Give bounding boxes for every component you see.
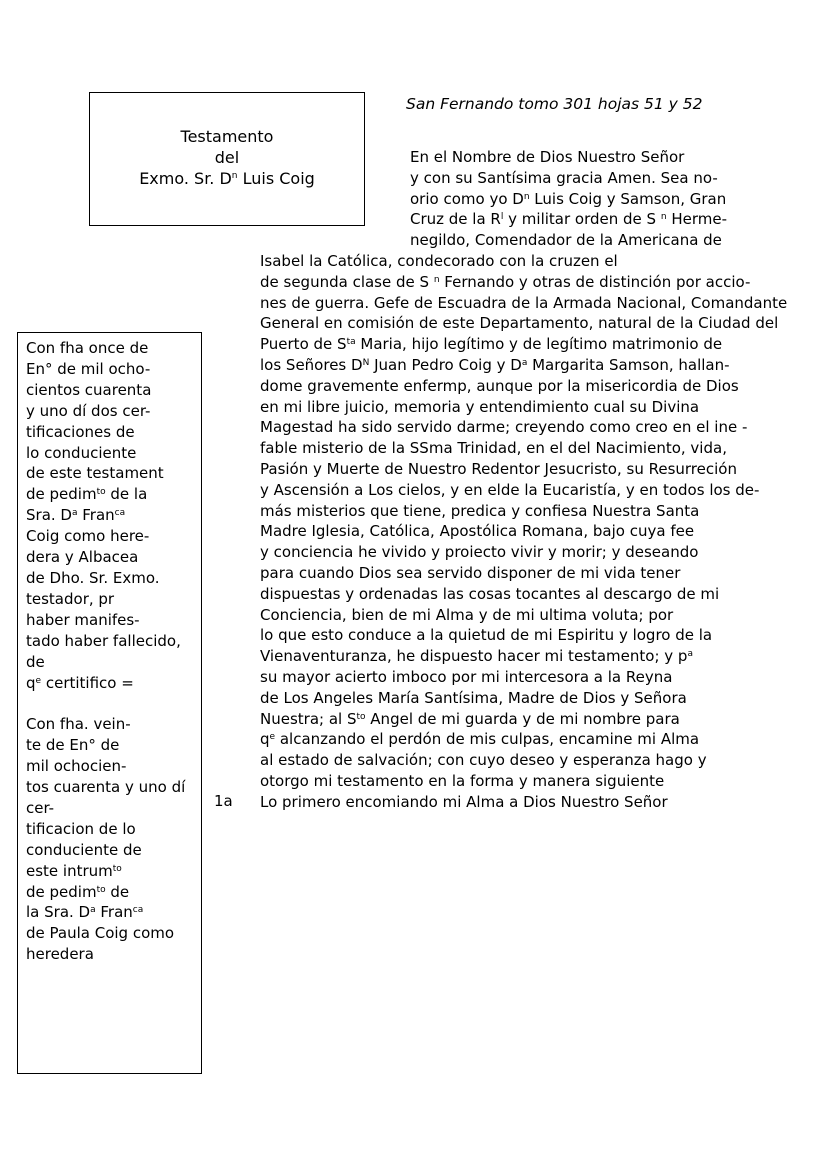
superscript: to (356, 711, 366, 722)
text-segment: lo conduciente (26, 443, 137, 462)
text-segment: En el Nombre de Dios Nuestro Señor (410, 148, 685, 166)
body-line (260, 792, 820, 813)
margin-note-line (26, 923, 197, 944)
text-segment: Con fha once de (26, 339, 149, 357)
body-line (260, 480, 820, 501)
body-line (260, 168, 820, 189)
text-segment: Margarita Samson, hallan- (527, 355, 730, 374)
body-line (260, 625, 820, 646)
superscript: N (362, 357, 370, 368)
margin-note-line (26, 693, 197, 714)
title-line-3-sup: n (231, 171, 238, 181)
text-segment: Madre Iglesia, Católica, Apostólica Romana, bajo cuya fee (260, 522, 695, 541)
margin-note-label: 1a (214, 792, 233, 810)
margin-note-line (26, 673, 197, 694)
text-segment: negildo, Comendador de la Americana de (410, 231, 722, 250)
text-segment: su mayor acierto imboco por mi intercesora a la Reyna (260, 667, 673, 686)
text-segment: te de En° de (26, 736, 120, 755)
text-segment: Fran (77, 506, 115, 525)
text-segment: Nuestra; al S (260, 709, 357, 728)
body-line (260, 542, 820, 563)
text-segment: cer- (26, 798, 55, 817)
body-line (260, 209, 820, 230)
text-segment: de pedim (26, 485, 97, 504)
text-segment: la Sra. D (26, 903, 91, 922)
text-segment: y uno dí dos cer- (26, 401, 151, 420)
text-segment: Juan Pedro Coig y D (369, 355, 522, 374)
text-segment: cientos cuarenta (26, 380, 152, 399)
body-line (260, 147, 820, 168)
superscript: a (687, 649, 693, 660)
text-segment: testador, pr (26, 589, 115, 608)
text-segment: y conciencia he vivido y proiecto vivir y morir; y deseando (260, 543, 699, 562)
body-line (260, 688, 820, 709)
margin-note-line (26, 401, 197, 422)
text-segment: Maria, hijo legítimo y de legítimo matrimonio de (355, 335, 723, 354)
body-line (260, 459, 820, 480)
text-segment: Vienaventuranza, he dispuesto hacer mi testamento; y p (260, 647, 688, 666)
text-segment: heredera (26, 945, 94, 964)
text-segment: de este testament (26, 464, 164, 483)
margin-note-line (26, 443, 197, 464)
superscript: l (500, 212, 504, 223)
margin-note-line (26, 735, 197, 756)
text-segment: y con su Santísima gracia Amen. Sea no- (410, 168, 718, 187)
superscript: to (112, 863, 122, 874)
text-segment: Isabel la Católica, condecorado con la cruzen el (260, 251, 618, 270)
margin-note-line (26, 819, 197, 840)
text-segment: y Ascensión a Los cielos, y en elde la Eucaristía, y en todos los de- (260, 480, 760, 499)
text-segment: otorgo mi testamento en la forma y manera siguiente (260, 771, 665, 790)
text-segment: dera y Albacea (26, 548, 139, 567)
text-segment: En° de mil ocho- (26, 359, 151, 378)
margin-note-line (26, 756, 197, 777)
superscript: n (523, 191, 530, 202)
superscript: ta (346, 337, 356, 348)
text-segment: q (260, 730, 270, 749)
margin-note-line (26, 610, 197, 631)
superscript: to (96, 487, 106, 498)
body-line (260, 605, 820, 626)
text-segment: Coig como here- (26, 527, 150, 546)
body-line (260, 563, 820, 584)
body-line (260, 272, 820, 293)
text-segment: de pedim (26, 882, 97, 901)
body-line (260, 355, 820, 376)
margin-note-line (26, 380, 197, 401)
title-line-3-a: Exmo. Sr. D (139, 169, 232, 188)
text-segment: más misterios que tiene, predica y confiesa Nuestra Santa (260, 501, 700, 520)
text-segment: lo que esto conduce a la quietud de mi Espiritu y logro de la (260, 626, 713, 645)
superscript: n (433, 274, 440, 285)
body-line (260, 521, 820, 542)
body-line (260, 646, 820, 667)
text-segment: certitifico = (41, 673, 134, 692)
text-segment: General en comisión de este Departamento, natural de la Ciudad del (260, 314, 779, 333)
text-segment: de Dho. Sr. Exmo. (26, 568, 160, 587)
text-segment: tificacion de lo (26, 819, 136, 838)
margin-note-line (26, 861, 197, 882)
text-segment: Pasión y Muerte de Nuestro Redentor Jesucristo, su Resurreción (260, 459, 737, 478)
text-segment: al estado de salvación; con cuyo deseo y esperanza hago y (260, 751, 707, 770)
margin-note-line (26, 631, 197, 652)
margin-note-line (26, 568, 197, 589)
superscript: a (90, 905, 96, 916)
text-segment: Con fha. vein- (26, 715, 131, 734)
body-line (260, 438, 820, 459)
body-line (260, 230, 820, 251)
margin-notes-box (17, 332, 202, 1074)
text-segment: Puerto de S (260, 335, 347, 354)
superscript: a (521, 357, 528, 368)
body-line (260, 709, 820, 730)
superscript: to (96, 884, 106, 895)
text-segment: Angel de mi guarda y de mi nombre para (365, 709, 680, 728)
text-segment: Conciencia, bien de mi Alma y de mi ultima voluta; por (260, 605, 674, 624)
margin-note-line (26, 505, 197, 526)
superscript: ca (114, 508, 126, 519)
text-segment: y militar orden de S (503, 210, 661, 229)
body-line (260, 251, 820, 272)
text-segment: de la (105, 485, 148, 504)
text-segment: de (26, 652, 45, 671)
text-segment: este intrum (26, 861, 113, 880)
text-segment: dispuestas y ordenadas las cosas tocantes al descargo de mi (260, 584, 720, 603)
text-segment: de segunda clase de S (260, 272, 434, 291)
text-segment: nes de guerra. Gefe de Escuadra de la Armada Nacional, Comandante (260, 293, 788, 312)
margin-note-line (26, 484, 197, 505)
margin-note-line (26, 463, 197, 484)
title-line-1: Testamento (180, 127, 274, 146)
text-segment: en mi libre juicio, memoria y entendimiento cual su Divina (260, 397, 700, 416)
text-segment: mil ochocien- (26, 757, 127, 776)
body-line (260, 417, 820, 438)
text-segment: Fran (95, 903, 133, 922)
text-segment: fable misterio de la SSma Trinidad, en el del Nacimiento, vida, (260, 439, 727, 458)
margin-note-line (26, 652, 197, 673)
body-line (260, 729, 820, 750)
superscript: n (660, 212, 667, 223)
text-segment: Lo primero encomiando mi Alma a Dios Nuestro Señor (260, 792, 668, 811)
text-segment: Magestad ha sido servido darme; creyendo como creo en el ine - (260, 418, 748, 437)
margin-note-line (26, 547, 197, 568)
superscript: e (269, 732, 276, 743)
body-line (260, 501, 820, 522)
text-segment: Luis Coig y Samson, Gran (529, 189, 727, 208)
margin-note-line (26, 882, 197, 903)
text-segment: de (105, 882, 130, 901)
margin-note-line (26, 798, 197, 819)
margin-note-line (26, 338, 197, 359)
margin-note-line (26, 902, 197, 923)
archive-reference: San Fernando tomo 301 hojas 51 y 52 (406, 95, 703, 113)
margin-note-line (26, 526, 197, 547)
text-segment: de Paula Coig como (26, 924, 175, 943)
margin-note-line (26, 777, 197, 798)
text-segment: haber manifes- (26, 610, 140, 629)
text-segment: de Los Angeles María Santísima, Madre de Dios y Señora (260, 688, 687, 707)
margin-note-line (26, 714, 197, 735)
body-line (260, 584, 820, 605)
title-line-3-b: Luis Coig (237, 169, 315, 188)
text-segment: Fernando y otras de distinción por accio- (439, 272, 751, 291)
margin-note-line (26, 589, 197, 610)
text-segment: tos cuarenta y uno dí (26, 778, 186, 797)
text-segment: Sra. D (26, 506, 72, 525)
text-segment: orio como yo D (410, 189, 524, 208)
text-segment: alcanzando el perdón de mis culpas, encamine mi Alma (275, 730, 700, 749)
body-line (260, 293, 820, 314)
margin-note-line (26, 840, 197, 861)
text-segment: dome gravemente enfermp, aunque por la misericordia de Dios (260, 376, 739, 395)
title-line-2: del (214, 148, 240, 167)
body-line (260, 750, 820, 771)
text-segment: los Señores D (260, 355, 363, 374)
text-segment: tado haber fallecido, (26, 631, 181, 650)
superscript: a (71, 508, 78, 519)
text-segment: para cuando Dios sea servido disponer de mi vida tener (260, 563, 681, 582)
text-segment: tificaciones de (26, 422, 135, 441)
superscript: ca (132, 905, 144, 916)
superscript: e (35, 675, 42, 686)
body-line (260, 334, 820, 355)
margin-note-line (26, 944, 197, 965)
body-line (260, 376, 820, 397)
text-segment: q (26, 673, 36, 692)
margin-note-line (26, 422, 197, 443)
text-segment: conduciente de (26, 840, 142, 859)
text-segment: Herme- (666, 210, 727, 229)
body-line (260, 313, 820, 334)
body-line (260, 667, 820, 688)
body-line (260, 771, 820, 792)
text-segment: Cruz de la R (410, 210, 501, 229)
body-line (260, 189, 820, 210)
margin-note-line (26, 359, 197, 380)
testament-body (260, 147, 820, 813)
body-line (260, 397, 820, 418)
